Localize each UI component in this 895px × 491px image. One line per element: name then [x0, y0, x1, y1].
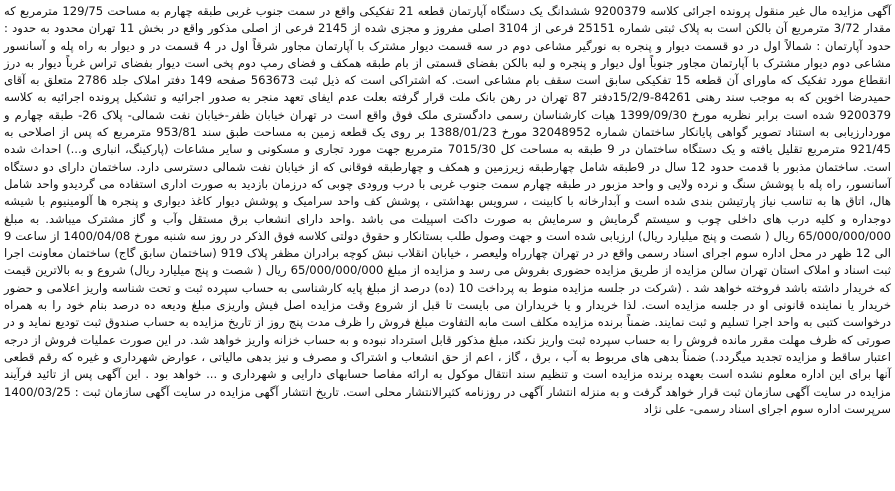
notice-body-text: آگهی مزایده مال غیر منقول پرونده اجرائی کلاسه 9200379 ششدانگ یک دستگاه آپارتمان قطعه 21 تفکیکی واقع در سمت جنوب غربی طبقه چهارم به مساحت 129/75 مترمربع که مقدار 3/72 مترمربع آن بالکن است به پلاک ثبتی شماره 25151 فرعی از 3104 اصلی مفروز و مجزی شده از 2145 فرعی از اصلی مذکور واقع در بخش 11 تهران محدود به حدود : حدود آپارتمان : شمالاً اول در دو قسمت دیوار و پنجره به نورگیر مشاعی دوم در سه قسمت دیوار مشترک با آپارتمان مجاور شرقاً اول در 4 قسمت در و دیوار به راه پله و آسانسور مشاعی دوم دیوار مشترک با آپارتمان مجاور جنوباً اول دیوار و پنجره و لبه بالکن بفضای قسمتی از بام طبقه همکف و فضای رمپ دوم پخی است دیوار بفضای تراس غرباً دیوار به درز انقطاع مورد تفکیک که ماورای آن قطعه 15 تفکیکی سابق است سقف بام مشاعی است. که اشتراکی است که ذیل ثبت 563673 صفحه 149 دفتر املاک جلد 2786 متعلق به آقای حمیدرضا اخوین که به موجب سند رهنی 84261-15/2/9دفتر 87 تهران در رهن بانک ملت قرار گرفته بعلت عدم ایفای تعهد منجر به صدور اجرائیه و تشکیل پرونده اجرائیه به کلاسه 9200379 شده است برابر نظریه مورخ 1399/09/30 هیات کارشناسان رسمی دادگستری ملک فوق واقع است در تهران خیابان ظفر-خیابان نفت شمالی- پلاک 26- طبقه چهارم و موردارزیابی به استناد تصویر گواهی پایانکار ساختمان شماره 32048952 مورخ 1388/01/23 بر روی یک قطعه زمین به مساحت طبق سند 953/81 مترمربع که پس از اصلاحی به 921/45 مترمربع تقلیل یافته و یک دستگاه ساختمان در 9 طبقه به مساحت کل 7015/30 مترمربع جهت مورد تجاری و مسکونی و سایر مشاعات (پارکینگ، انباری و...) احداث شده است. ساختمان مذبور با قدمت حدود 12 سال در 9طبقه شامل چهارطبقه زیرزمین و همکف و چهارطبقه فوقانی که از خیابان نفت شمالی دسترسی دارد. ساختمان دارای دو دستگاه آسانسور، راه پله با پوشش سنگ و نرده ولایی و واحد مزبور در طبقه چهارم سمت جنوب غربی با درب ورودی چوبی که درزمان بازدید به صورت اداری استفاده می گردیدو واحد شامل هال، اتاق ها به تناسب نیاز پارتیشن بندی شده است و آبدارخانه با کابینت ، سرویس بهداشتی ، پوشش کف واحد سرامیک و پوشش دیوار کاغذ دیواری و پنجره ها آلومینیوم با شیشه دوجداره و کلیه درب های داخلی چوب و سیستم گرمایش و سرمایش به صورت داکت اسپیلت می باشد .واحد دارای انشعاب برق مستقل وآب و گاز مشترک میباشد. به مبلغ 65/000/000/000 ریال ( شصت و پنج میلیارد ریال) ارزیابی شده است و جهت وصول طلب بستانکار و حقوق دولتی کلاسه فوق الذکر در روز سه شنبه مورخ 1400/04/08 از ساعت 9 الی 12 ظهر در محل اداره سوم اجرای اسناد رسمی واقع در در تهران چهارراه ولیعصر ، خیابان انقلاب نبش کوچه برادران مظفر پلاک 919 (ساختمان سابق گاج) ساختمان معاونت اجرا ثبت اسناد و املاک استان تهران سالن مزایده از طریق مزایده حضوری بفروش می رسد و مزایده از مبلغ 65/000/000/000 ریال ( شصت و پنج میلیارد ریال) شروع و به بالاترین قیمت که خریدار داشته باشد فروخته خواهد شد . (شرکت در جلسه مزایده منوط به پرداخت 10 (ده) درصد از مبلغ پایه کارشناسی به حساب سپرده ثبت و تحت شناسه واریز اعلامی و حضور خریدار یا نماینده قانونی او در جلسه مزایده است. لذا خریدار و یا خریداران می بایست تا قبل از شروع وقت مزایده اصل فیش واریزی مبلغ ودیعه ده درصد بنام خود را به همراه درخواست کتبی به واحد اجرا تسلیم و ثبت نمایند. ضمناً برنده مزایده مکلف است مابه التفاوت مبلغ فروش را ظرف مدت پنج روز از تاریخ مزایده به حساب صندوق ثبت تودیع نماید و در صورتی که ظرف مهلت مقرر مانده فروش را به حساب سپرده ثبت واریز نکند، مبلغ مذکور قابل استرداد نبوده و به حساب خزانه واریز خواهد شد. در این صورت عملیات فروش از درجه اعتبار ساقط و مزایده تجدید میگردد.) ضمناً بدهی های مربوط به آب ، برق ، گاز ، اعم از حق انشعاب و اشتراک و مصرف و نیز بدهی مالیاتی ، عوارض شهرداری و غیره که رقم قطعی آنها برای این اداره معلوم نشده است بعهده برنده مزایده است و تنظیم سند انتقال موکول به ارائه مفاصا حسابهای دارایی و شهرداری و ... خواهد بود . این آگهی پس از تائید فرآیند مزایده در سایت آگهی سازمان ثبت قرار خواهد گرفت و به منزله انتشار آگهی در روزنامه کثیرالانتشار محلی است. تاریخ انتشار آگهی مزایده در سایت آگهی سازمان ثبت : 1400/03/25 سرپرست اداره سوم اجرای اسناد رسمی- علی نژاد: [4, 4, 892, 416]
